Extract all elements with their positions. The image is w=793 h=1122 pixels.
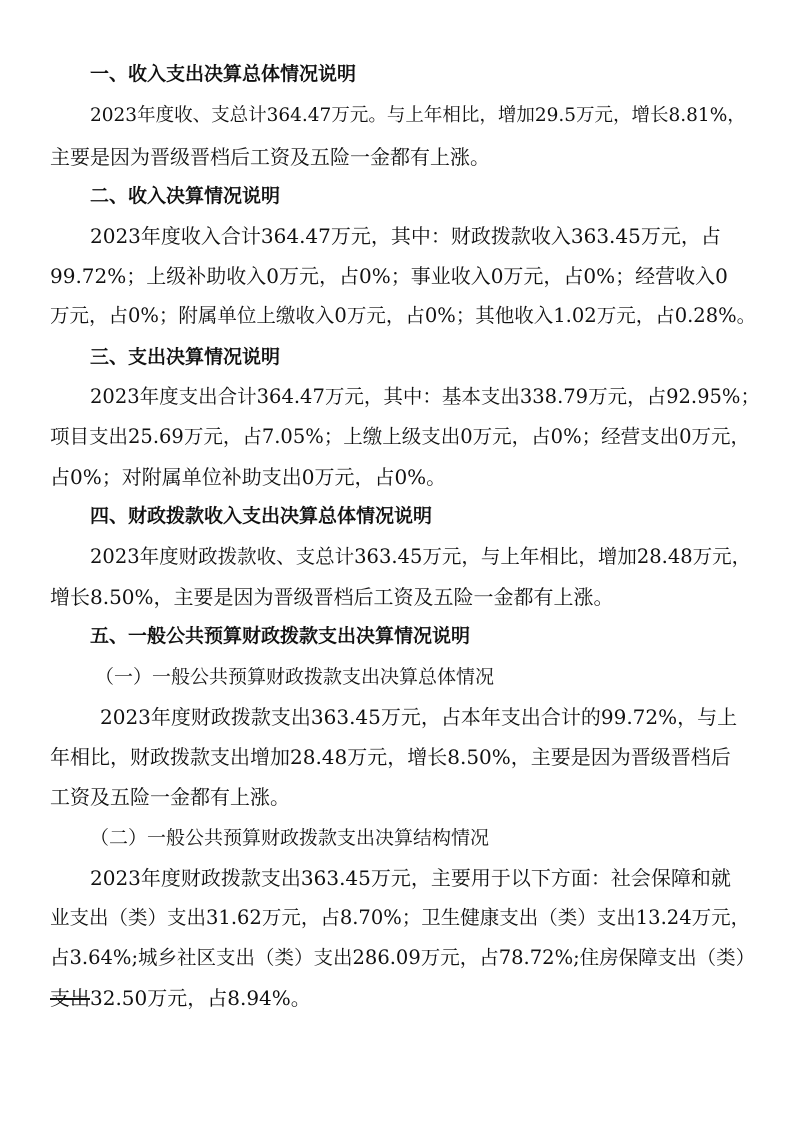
subsection-5-1-line-1: 2023年度财政拨款支出363.45万元，占本年支出合计的99.72%，与上 — [100, 705, 738, 729]
section-2-line-2: 99.72%；上级补助收入0万元，占0%；事业收入0万元，占0%；经营收入0 — [50, 264, 728, 288]
section-3-line-1: 2023年度支出合计364.47万元，其中：基本支出338.79万元，占92.95%； — [90, 385, 760, 408]
section-1-line-2: 主要是因为晋级晋档后工资及五险一金都有上涨。 — [50, 145, 490, 169]
section-2-line-1: 2023年度收入合计364.47万元，其中：财政拨款收入363.45万元，占 — [90, 224, 721, 248]
section-4-line-1: 2023年度财政拨款收、支总计363.45万元，与上年相比，增加28.48万元， — [90, 545, 752, 568]
last-line-text: 32.50万元，占8.94%。 — [90, 986, 311, 1010]
section-2-line-3: 万元，占0%；附属单位上缴收入0万元，占0%；其他收入1.02万元，占0.28%。 — [50, 304, 757, 327]
section-2-heading: 二、收入决算情况说明 — [90, 185, 281, 207]
subsection-5-2-line-1: 2023年度财政拨款支出363.45万元，主要用于以下方面：社会保障和就 — [90, 866, 731, 890]
section-3-heading: 三、支出决算情况说明 — [90, 346, 281, 368]
subsection-5-1-line-3: 工资及五险一金都有上涨。 — [50, 785, 290, 809]
section-1-heading: 一、收入支出决算总体情况说明 — [90, 63, 357, 85]
subsection-5-2-line-3: 占3.64%;城乡社区支出（类）支出286.09万元，占78.72%;住房保障支出（类） — [50, 946, 756, 969]
subsection-5-1-line-2: 年相比，财政拨款支出增加28.48万元，增长8.50%，主要是因为晋级晋档后 — [50, 745, 731, 769]
subsection-5-1-heading: （一）一般公共预算财政拨款支出决算总体情况 — [95, 666, 495, 688]
section-1-line-1: 2023年度收、支总计364.47万元。与上年相比，增加29.5万元，增长8.81%， — [90, 105, 746, 126]
section-3-line-2: 项目支出25.69万元，占7.05%；上缴上级支出0万元，占0%；经营支出0万元， — [50, 425, 751, 448]
struck-text: 支出 — [50, 986, 90, 1010]
subsection-5-2-heading: （二）一般公共预算财政拨款支出决算结构情况 — [90, 827, 490, 849]
section-4-line-2: 增长8.50%，主要是因为晋级晋档后工资及五险一金都有上涨。 — [50, 585, 614, 609]
section-5-heading: 五、一般公共预算财政拨款支出决算情况说明 — [90, 625, 471, 647]
subsection-5-2-line-2: 业支出（类）支出31.62万元，占8.70%；卫生健康支出（类）支出13.24万元， — [50, 906, 751, 929]
section-4-heading: 四、财政拨款收入支出决算总体情况说明 — [90, 505, 433, 527]
section-3-line-3: 占0%；对附属单位补助支出0万元，占0%。 — [50, 465, 447, 489]
subsection-5-2-line-4 — [50, 984, 311, 1012]
